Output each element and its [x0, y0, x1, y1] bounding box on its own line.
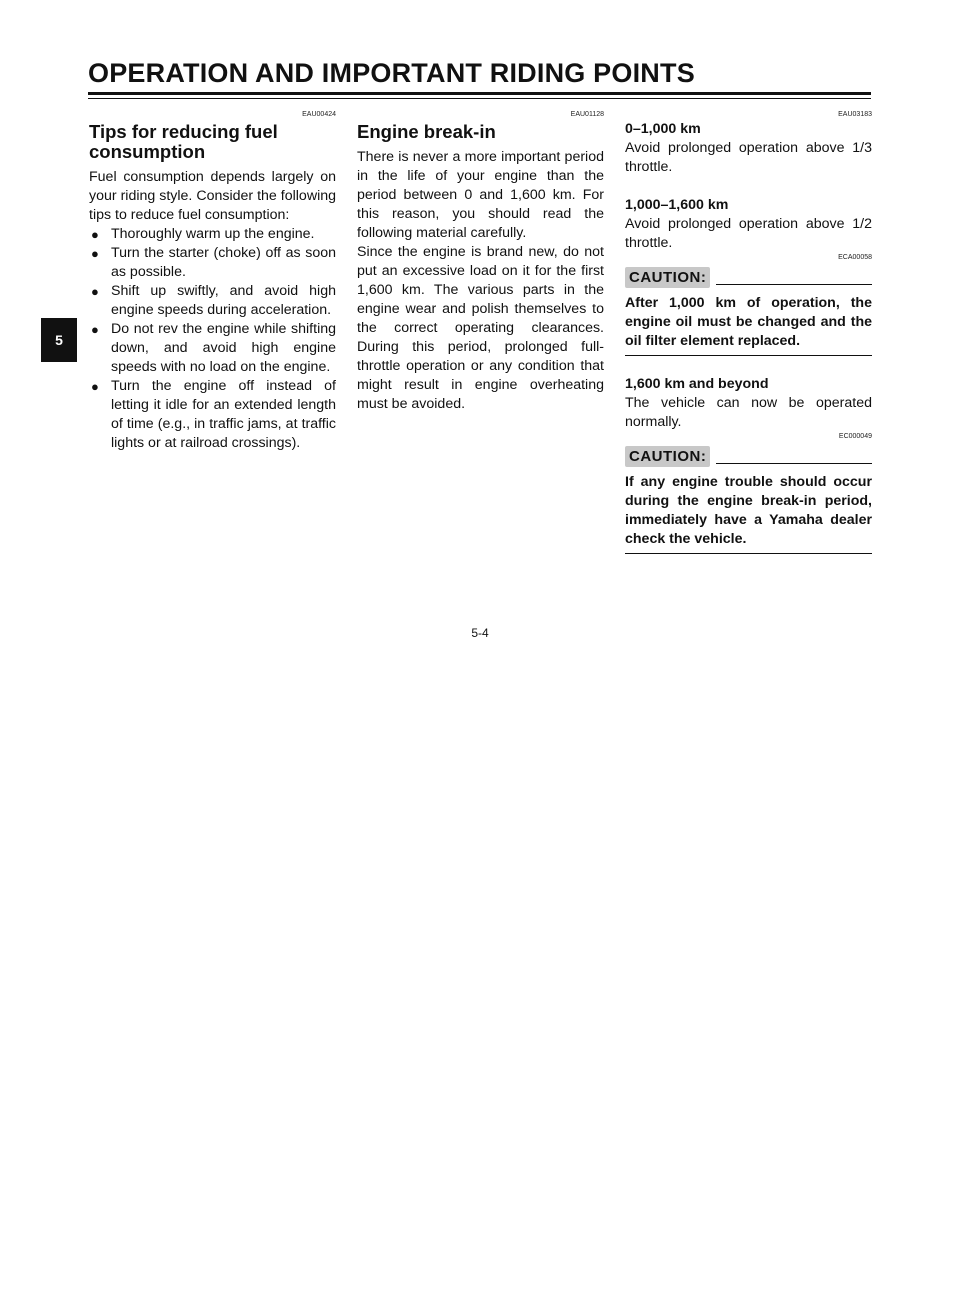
section-heading: Tips for reducing fuel consumption — [89, 121, 278, 162]
range-heading: 1,600 km and beyond — [625, 376, 769, 392]
fuel-tips-section — [89, 110, 336, 453]
caution-rule — [716, 463, 872, 465]
caution-text: If any engine trouble should occur during the engine break-in period, immediately have a Yamaha dealer check the vehicle. — [625, 473, 872, 554]
caution-header — [625, 446, 872, 467]
paragraph: Since the engine is brand new, do not put an excessive load on it for the first 1,600 km. The various parts in the engine wear and polish themselves to the correct operating clearances. During this period, prolonged full-throttle operation or any condition that might result in engine overheating must be avoided. — [357, 244, 604, 412]
caution-code: EC000049 — [838, 433, 872, 440]
section-heading: Engine break-in — [357, 121, 496, 142]
bullet-icon: ● — [91, 322, 99, 337]
tips-list — [89, 225, 336, 453]
break-in-section — [357, 110, 604, 414]
range-heading: 0–1,000 km — [625, 121, 701, 137]
caution-badge: CAUTION: — [625, 446, 710, 467]
page-title: OPERATION AND IMPORTANT RIDING POINTS — [88, 58, 695, 88]
list-item: ● Turn the engine off instead of letting it idle for an extended length of time (e.g., in traffic jams, at traffic lights or at railroad crossings). — [91, 378, 336, 451]
caution-rule — [716, 284, 872, 286]
break-in-schedule-section — [625, 110, 872, 554]
section-code: EAU03183 — [838, 111, 872, 118]
caution-text: After 1,000 km of operation, the engine oil must be changed and the oil filter element replaced. — [625, 294, 872, 356]
range-text: Avoid prolonged operation above 1/2 throttle. — [625, 216, 872, 251]
title-rule-thin — [88, 98, 871, 99]
bullet-icon: ● — [91, 379, 99, 394]
section-intro: Fuel consumption depends largely on your riding style. Consider the following tips to reduce fuel consumption: — [89, 169, 336, 223]
list-item: ● Shift up swiftly, and avoid high engine speeds during acceleration. — [91, 283, 336, 318]
list-item: ● Turn the starter (choke) off as soon as possible. — [91, 245, 336, 280]
section-code: EAU00424 — [302, 111, 336, 118]
caution-header — [625, 267, 872, 288]
caution-code: ECA00058 — [838, 254, 872, 261]
list-item: ● Do not rev the engine while shifting down, and avoid high engine speeds with no load on the engine. — [91, 321, 336, 375]
range-text: The vehicle can now be operated normally. — [625, 395, 872, 430]
bullet-icon: ● — [91, 227, 99, 242]
caution-badge: CAUTION: — [625, 267, 710, 288]
paragraph: There is never a more important period in the life of your engine than the period between 0 and 1,600 km. For this reason, you should read the following material carefully. — [357, 149, 604, 241]
bullet-icon: ● — [91, 246, 99, 261]
section-code: EAU01128 — [570, 111, 604, 118]
bullet-icon: ● — [91, 284, 99, 299]
range-text: Avoid prolonged operation above 1/3 throttle. — [625, 140, 872, 175]
title-rule — [88, 92, 871, 95]
page-number: 5-4 — [471, 626, 489, 640]
chapter-tab: 5 — [41, 318, 77, 362]
range-heading: 1,000–1,600 km — [625, 197, 729, 213]
list-item: ● Thoroughly warm up the engine. — [91, 226, 315, 242]
